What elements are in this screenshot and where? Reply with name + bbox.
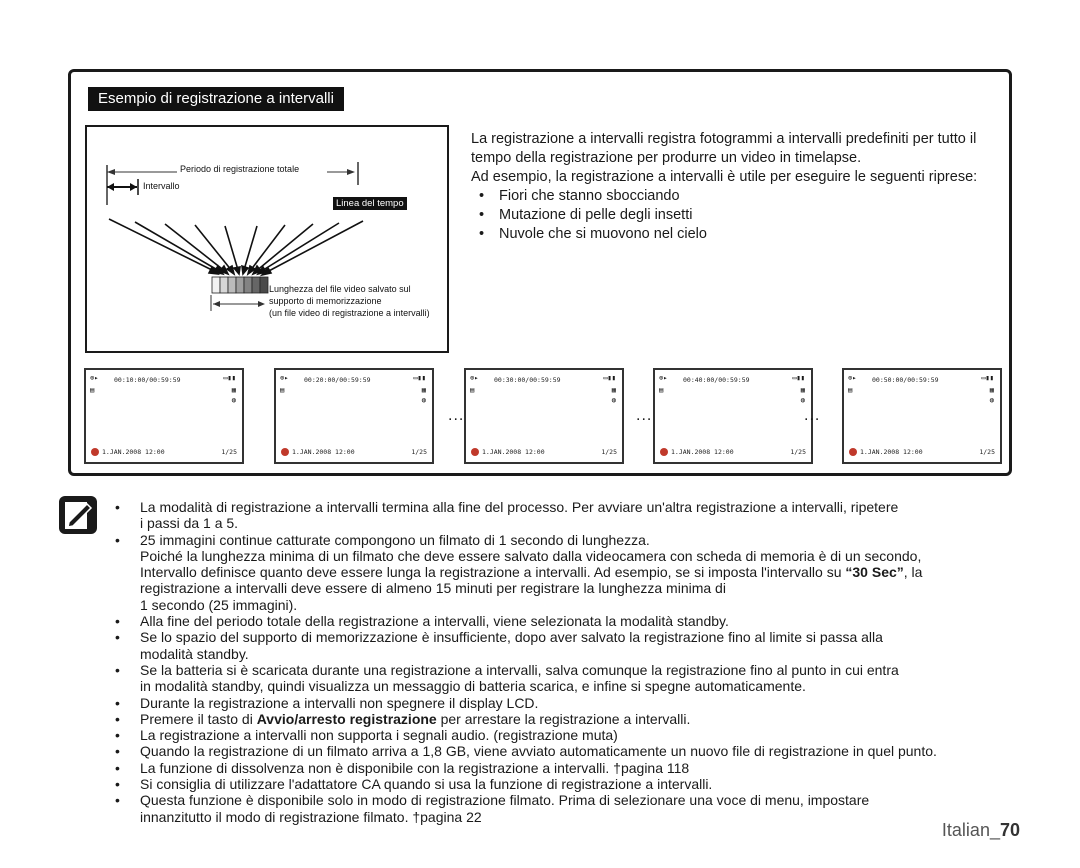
interval-label: Intervallo <box>143 181 180 191</box>
camera-mode-icon: ⊚▸ <box>280 374 289 382</box>
description-paragraph-2: Ad esempio, la registrazione a intervalli è utile per eseguire le seguenti riprese: <box>471 169 978 185</box>
camera-mode-icon: ⊚▸ <box>848 374 857 382</box>
screen-frames: 1/25 <box>790 448 806 456</box>
scene-icon: ▤ <box>848 386 853 394</box>
record-dot-icon <box>91 448 99 456</box>
page-number-value: 70 <box>999 820 1020 840</box>
page-number <box>942 820 1020 841</box>
note-text: Alla fine del periodo totale della registrazione a intervalli, viene selezionata la modalità standby. <box>140 613 729 630</box>
note-text: in modalità standby, quindi visualizza un messaggio di batteria scarica, e infine si spegne automaticamente. <box>140 678 806 695</box>
note-text: Quando la registrazione di un filmato arriva a 1,8 GB, viene avviato automaticamente un nuovo file di registrazione in quel punto. <box>140 743 937 760</box>
example-bullet: • Mutazione di pelle degli insetti <box>471 206 1001 225</box>
note-text-part: Premere il tasto di <box>140 710 257 727</box>
note-text: La registrazione a intervalli non supporta i segnali audio. (registrazione muta) <box>140 727 618 744</box>
screen-timecode: 00:30:00/00:59:59 <box>494 376 561 384</box>
quality-icon: ▦ <box>611 386 616 394</box>
screen-timecode: 00:10:00/00:59:59 <box>114 376 181 384</box>
note-item <box>112 613 1017 629</box>
scene-icon: ▤ <box>90 386 95 394</box>
file-length-line2: supporto di memorizzazione <box>269 296 382 306</box>
scene-icon: ▤ <box>280 386 285 394</box>
timeline-tag: Linea del tempo <box>333 197 407 210</box>
note-text-part: per arrestare la registrazione a intervalli. <box>436 710 691 727</box>
screen-frames: 1/25 <box>221 448 237 456</box>
file-length-line1: Lunghezza del file video salvato sul <box>269 284 411 294</box>
note-text: • 25 immagini continue catturate compongono un filmato di 1 secondo di lunghezza. <box>140 531 650 548</box>
example-bullet: • Fiori che stanno sbocciando <box>471 187 1001 206</box>
camera-mode-icon: ⊚▸ <box>659 374 668 382</box>
battery-icon: ▭▮▮ <box>413 374 426 382</box>
stabilizer-icon: ◍ <box>989 396 994 404</box>
record-dot-icon <box>471 448 479 456</box>
quality-icon: ▦ <box>800 386 805 394</box>
lcd-screen-3 <box>464 368 624 464</box>
note-text: • La modalità di registrazione a intervalli termina alla fine del processo. Per avviare un'altra registrazione a intervalli, ripetere <box>140 499 899 515</box>
note-text: modalità standby. <box>140 645 249 662</box>
note-pencil-icon <box>57 494 99 536</box>
interval-value-bold: “30 Sec” <box>845 564 904 581</box>
stabilizer-icon: ◍ <box>231 396 236 404</box>
note-text: innanzitutto il modo di registrazione filmato. †pagina 22 <box>140 808 482 825</box>
note-text-part: , la <box>903 564 923 581</box>
battery-icon: ▭▮▮ <box>981 374 994 382</box>
page-language: Italian_ <box>941 820 1000 840</box>
battery-icon: ▭▮▮ <box>603 374 616 382</box>
lcd-screen-4 <box>653 368 813 464</box>
screen-timecode: 00:50:00/00:59:59 <box>872 376 939 384</box>
scene-icon: ▤ <box>659 386 664 394</box>
stabilizer-icon: ◍ <box>611 396 616 404</box>
quality-icon: ▦ <box>421 386 426 394</box>
battery-icon: ▭▮▮ <box>792 374 805 382</box>
notes-list <box>112 499 1017 825</box>
lcd-screen-2 <box>274 368 434 464</box>
screen-timecode: 00:20:00/00:59:59 <box>304 376 371 384</box>
note-text: i passi da 1 a 5. <box>140 515 239 532</box>
sequence-ellipsis: ... <box>636 407 653 424</box>
screen-date: 1.JAN.2008 12:00 <box>482 448 545 456</box>
note-item <box>112 711 1017 727</box>
screen-date: 1.JAN.2008 12:00 <box>860 448 923 456</box>
note-text: Poiché la lunghezza minima di un filmato che deve essere salvato dalla videocamera con scheda di memoria è di un secondo, <box>140 547 922 564</box>
example-bullet-list <box>471 187 1001 244</box>
example-title: Esempio di registrazione a intervalli <box>88 87 344 111</box>
note-item <box>112 695 1017 711</box>
note-text: • Questa funzione è disponibile solo in modo di registrazione filmato. Prima di selezionare una voce di menu, impostare <box>140 792 870 809</box>
note-text: • Se lo spazio del supporto di memorizzazione è insufficiente, dopo aver salvato la registrazione fino al limite si passa alla <box>140 629 883 646</box>
record-button-name-bold: Avvio/arresto registrazione <box>256 710 437 727</box>
camera-mode-icon: ⊚▸ <box>470 374 479 382</box>
note-text: Durante la registrazione a intervalli non spegnere il display LCD. <box>140 694 539 711</box>
scene-icon: ▤ <box>470 386 475 394</box>
record-dot-icon <box>281 448 289 456</box>
screen-date: 1.JAN.2008 12:00 <box>292 448 355 456</box>
note-item <box>112 760 1017 776</box>
lcd-screen-5 <box>842 368 1002 464</box>
screen-date: 1.JAN.2008 12:00 <box>102 448 165 456</box>
interval-recording-example-box <box>68 69 1012 476</box>
battery-icon: ▭▮▮ <box>223 374 236 382</box>
stabilizer-icon: ◍ <box>421 396 426 404</box>
camera-mode-icon: ⊚▸ <box>90 374 99 382</box>
screen-frames: 1/25 <box>411 448 427 456</box>
screen-date: 1.JAN.2008 12:00 <box>671 448 734 456</box>
note-text: Si consiglia di utilizzare l'adattatore CA quando si usa la funzione di registrazione a intervalli. <box>140 776 713 793</box>
screen-frames: 1/25 <box>601 448 617 456</box>
stabilizer-icon: ◍ <box>800 396 805 404</box>
interval-diagram <box>85 125 449 353</box>
total-period-label: Periodo di registrazione totale <box>180 164 300 174</box>
note-text: registrazione a intervalli deve essere di almeno 15 minuti per registrare la lunghezza minima di <box>140 580 726 597</box>
note-item <box>112 776 1017 792</box>
note-item <box>112 792 1017 825</box>
sequence-ellipsis: ... <box>804 407 821 424</box>
note-item <box>112 629 1017 662</box>
note-item <box>112 532 1017 613</box>
quality-icon: ▦ <box>989 386 994 394</box>
example-bullet: • Nuvole che si muovono nel cielo <box>471 225 1001 244</box>
file-length-line3: (un file video di registrazione a intervalli) <box>269 308 430 318</box>
screen-frames: 1/25 <box>979 448 995 456</box>
quality-icon: ▦ <box>231 386 236 394</box>
note-text-part: Intervallo definisce quanto deve essere lunga la registrazione a intervalli. Ad esempio, se si imposta l'intervallo su <box>140 564 846 581</box>
note-item <box>112 727 1017 743</box>
description-paragraph-1: La registrazione a intervalli registra fotogrammi a intervalli predefiniti per tutto il tempo della registrazione per produrre un video in timelapse. <box>471 131 977 166</box>
note-item <box>112 499 1017 532</box>
note-item <box>112 743 1017 759</box>
note-text: La funzione di dissolvenza non è disponibile con la registrazione a intervalli. †pagina 118 <box>140 759 690 776</box>
record-dot-icon <box>849 448 857 456</box>
record-dot-icon <box>660 448 668 456</box>
screen-timecode: 00:40:00/00:59:59 <box>683 376 750 384</box>
sequence-ellipsis: ... <box>448 407 465 424</box>
note-item <box>112 662 1017 695</box>
note-text: 1 secondo (25 immagini). <box>140 596 298 613</box>
note-text <box>140 564 1017 580</box>
example-description <box>471 130 1001 244</box>
note-text: • Se la batteria si è scaricata durante una registrazione a intervalli, salva comunque la registrazione fino al punto in cui entra <box>140 661 899 678</box>
lcd-screen-1 <box>84 368 244 464</box>
